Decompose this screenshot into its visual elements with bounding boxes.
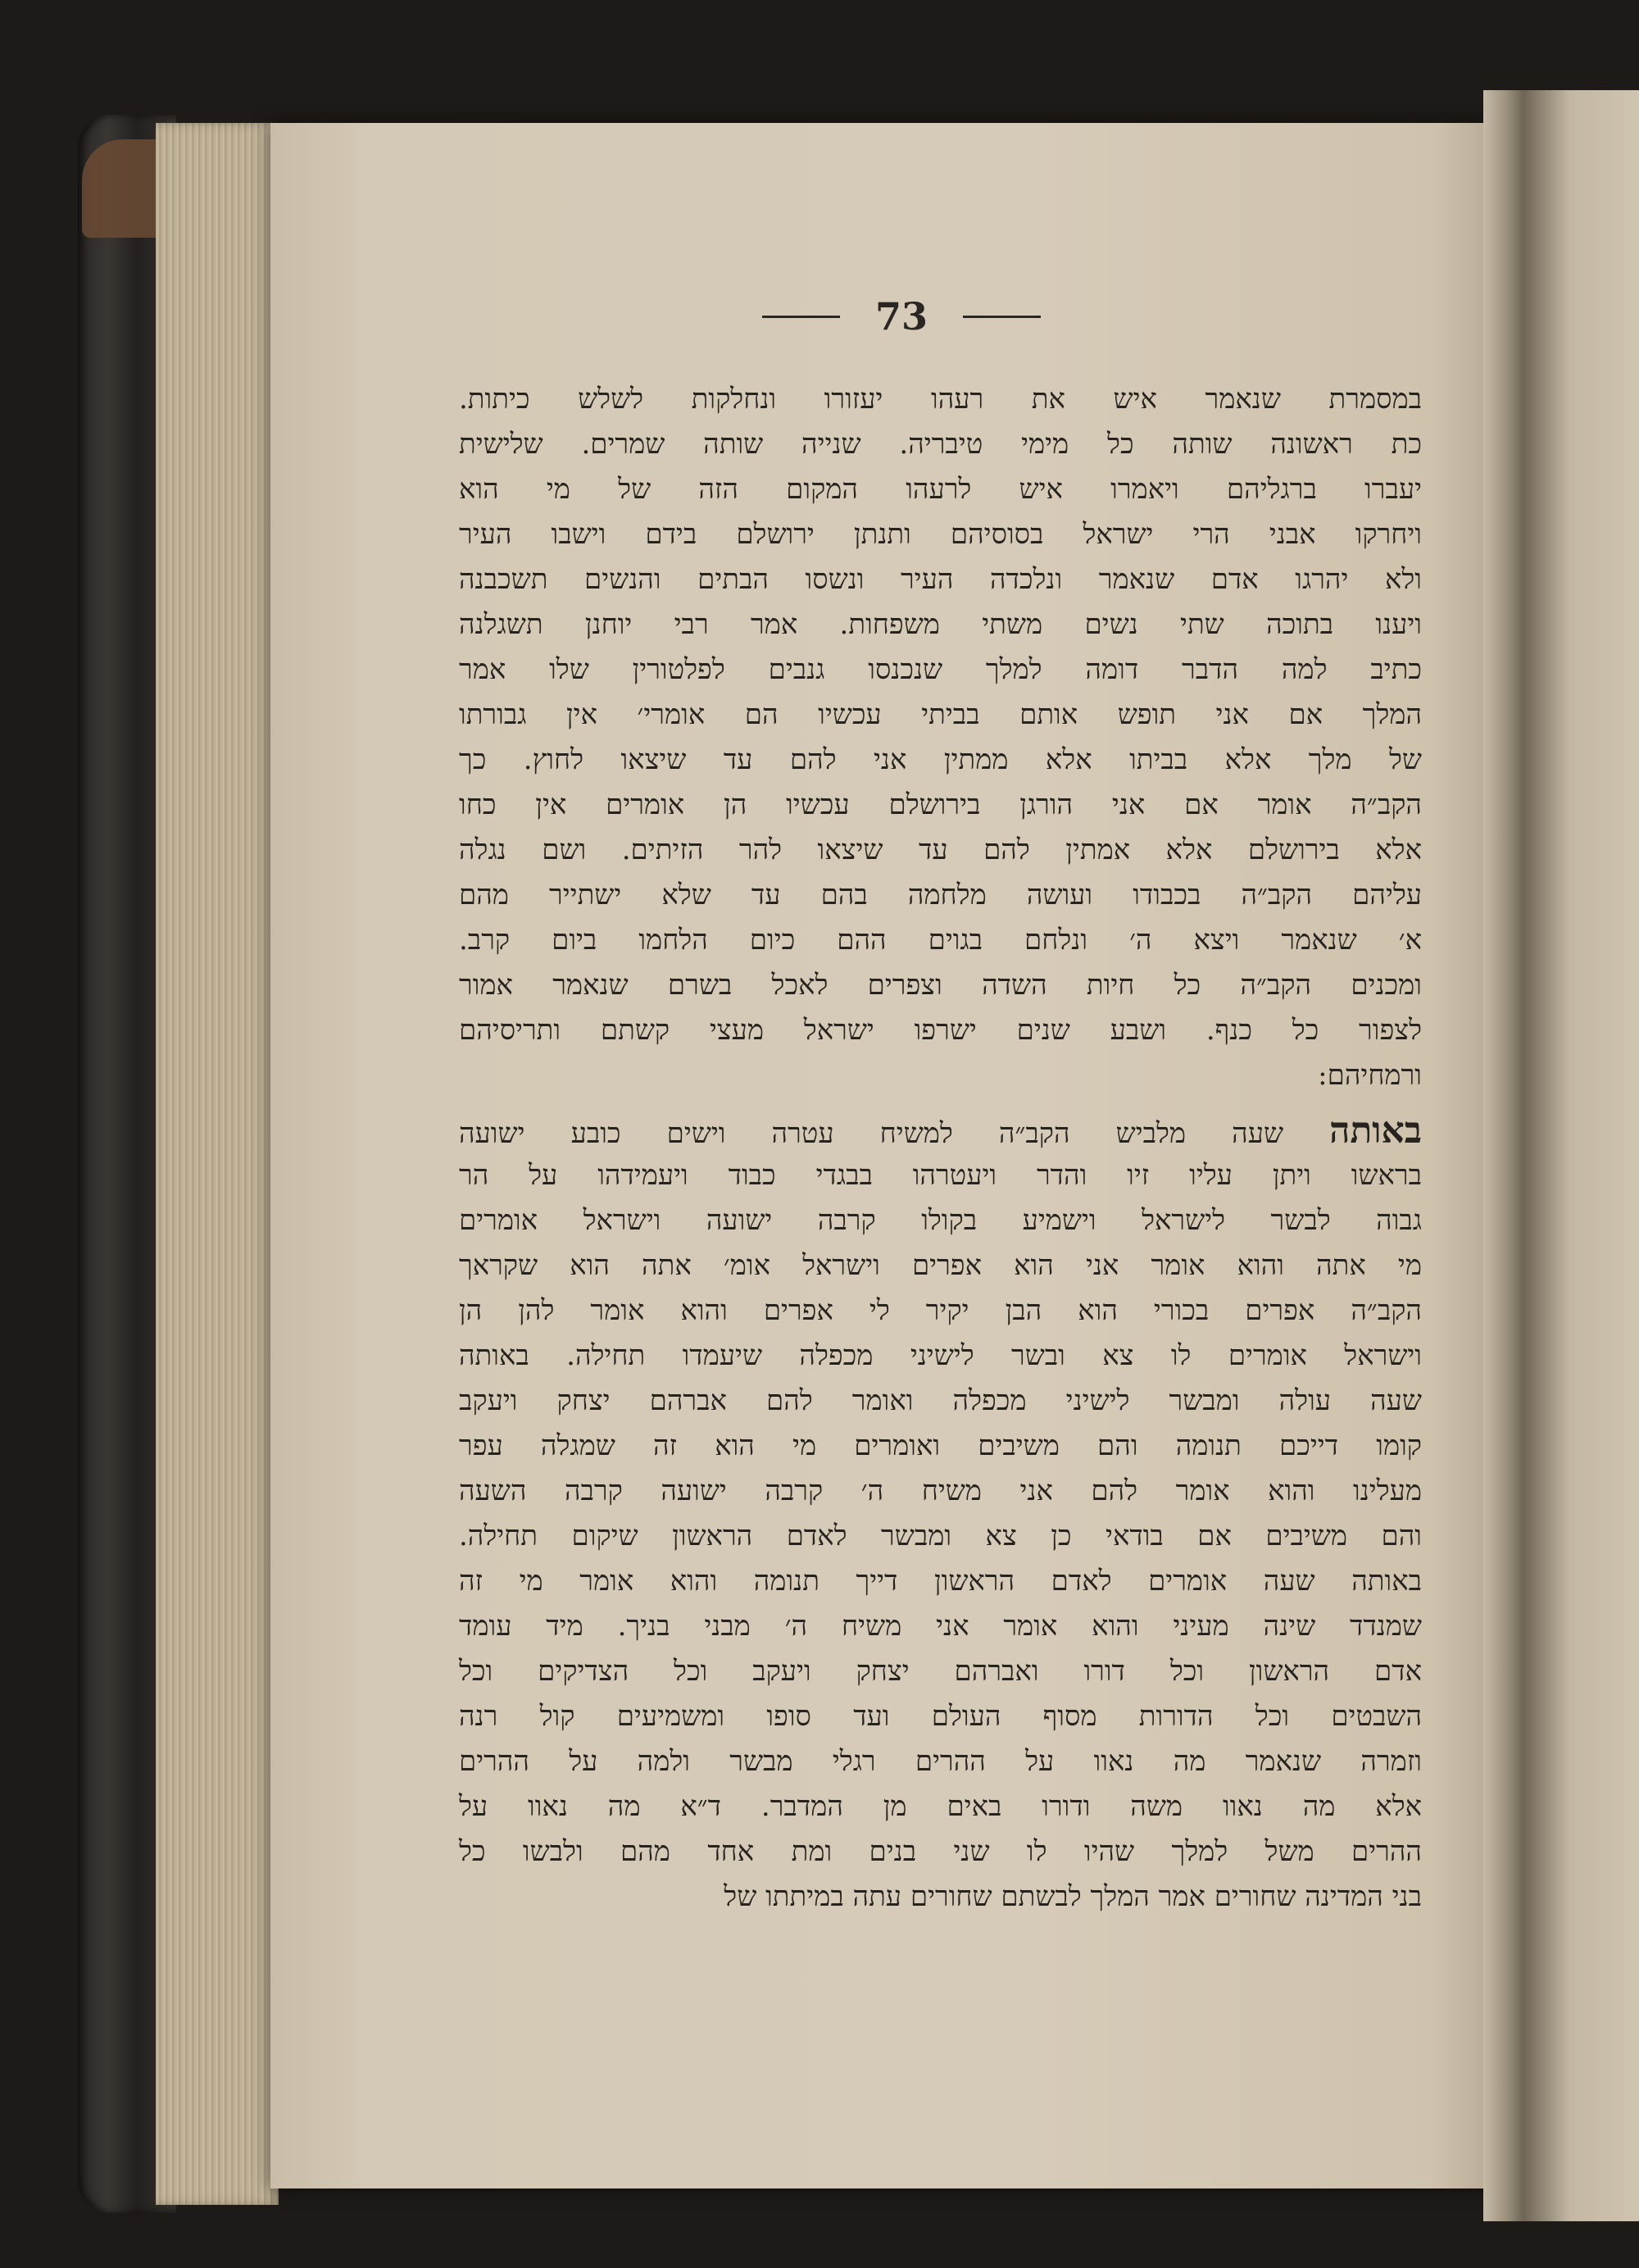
text-line: הקב״ה אפרים בכורי הוא הבן יקיר לי אפרים והוא אומר להן הן xyxy=(459,1294,1422,1327)
header-rule-right xyxy=(963,316,1041,318)
text-line: באותה שעה אומרים לאדם הראשון דייך תנומה והוא אומר מי זה xyxy=(459,1565,1422,1598)
text-line: שעה עולה ומבשר לישיני מכפלה ואומר להם אברהם יצחק ויעקב xyxy=(459,1384,1422,1417)
text-line xyxy=(459,1108,1422,1153)
text-line: ולא יהרגו אדם שנאמר ונלכדה העיר ונשסו הבתים והנשים תשכבנה xyxy=(459,563,1422,596)
text-line: ומכנים הקב״ה כל חיות השדה וצפרים לאכל בשרם שנאמר אמור xyxy=(459,969,1422,1002)
opening-word: באותה xyxy=(1329,1110,1423,1152)
paragraph-2 xyxy=(459,1108,1422,1920)
paragraph-1 xyxy=(459,377,1422,1098)
book-gutter xyxy=(1483,90,1541,2221)
text-line: ויענו בתוכה שתי נשים משתי משפחות. אמר רבי יוחנן תשגלנה xyxy=(459,608,1422,641)
page-text xyxy=(459,377,1422,1920)
page-header xyxy=(270,291,1532,339)
text-line: א׳ שנאמר ויצא ה׳ ונלחם בגוים ההם כיום הלחמו ביום קרב. xyxy=(459,924,1422,957)
text-line: אדם הראשון וכל דורו ואברהם יצחק ויעקב וכל הצדיקים וכל xyxy=(459,1655,1422,1688)
text-line: והם משיבים אם בודאי כן צא ומבשר לאדם הראשון שיקום תחילה. xyxy=(459,1520,1422,1552)
text-line: בני המדינה שחורים אמר המלך לבשתם שחורים עתה במיתתו של xyxy=(724,1880,1422,1913)
text-line: של מלך אלא בביתו אלא ממתין אני להם עד שיצאו לחוץ. כך xyxy=(459,743,1422,776)
text-line: במסמרת שנאמר איש את רעהו יעזורו ונחלקות לשלש כיתות. xyxy=(459,383,1422,416)
text-line: מעלינו והוא אומר להם אני משיח ה׳ קרבה ישועה קרבה השעה xyxy=(459,1475,1422,1507)
text-line: כת ראשונה שותה כל מימי טיבריה. שנייה שותה שמרים. שלישית xyxy=(459,428,1422,461)
text-line: קומו דייכם תנומה והם משיבים ואומרים מי הוא זה שמגלה עפר xyxy=(459,1429,1422,1462)
text-line: הקב״ה אומר אם אני הורגן בירושלם עכשיו הן אומרים אין כחו xyxy=(459,789,1422,821)
text-line: מי אתה והוא אומר אני הוא אפרים וישראל אומ׳ אתה הוא שקראך xyxy=(459,1249,1422,1282)
text-line: לצפור כל כנף. ושבע שנים ישרפו ישראל מעצי קשתם ותריסיהם xyxy=(459,1014,1422,1047)
text-line: כתיב למה הדבר דומה למלך שנכנסו גנבים לפלטורין שלו אמר xyxy=(459,653,1422,686)
text-line: יעברו ברגליהם ויאמרו איש לרעהו המקום הזה של מי הוא xyxy=(459,473,1422,506)
text-line: אלא בירושלם אלא אמתין להם עד שיצאו להר הזיתים. ושם נגלה xyxy=(459,834,1422,866)
text-line: המלך אם אני תופש אותם בביתי עכשיו הם אומרי׳ אין גבורתו xyxy=(459,698,1422,731)
page-edges xyxy=(156,123,279,2205)
text-line: ורמחיהם: xyxy=(1318,1059,1422,1092)
text-line: שמנדד שינה מעיני והוא אומר אני משיח ה׳ מבני בניך. מיד עומד xyxy=(459,1610,1422,1643)
facing-page-edge xyxy=(1541,90,1639,2221)
header-rule-left xyxy=(762,316,840,318)
text-line: וזמרה שנאמר מה נאוו על ההרים רגלי מבשר ולמה על ההרים xyxy=(459,1745,1422,1778)
text-line: ההרים משל למלך שהיו לו שני בנים ומת אחד מהם ולבשו כל xyxy=(459,1835,1422,1868)
text-line: אלא מה נאוו משה ודורו באים מן המדבר. ד״א מה נאוו על xyxy=(459,1790,1422,1823)
text-line: בראשו ויתן עליו זיו והדר ויעטרהו בבגדי כבוד ויעמידהו על הר xyxy=(459,1159,1422,1192)
first-line-rest: שעה מלביש הקב״ה למשיח עטרה וישים כובע ישועה xyxy=(459,1117,1284,1150)
text-line: עליהם הקב״ה בכבודו ועושה מלחמה בהם עד שלא ישתייר מהם xyxy=(459,879,1422,911)
text-line: ויחרקו אבני הרי ישראל בסוסיהם ותנתן ירושלם בידם וישבו העיר xyxy=(459,518,1422,551)
page-number: 73 xyxy=(874,294,928,339)
text-line: גבוה לבשר לישראל וישמיע בקולו קרבה ישועה וישראל אומרים xyxy=(459,1204,1422,1237)
text-line: השבטים וכל הדורות מסוף העולם ועד סופו ומשמיעים קול רנה xyxy=(459,1700,1422,1733)
text-line: וישראל אומרים לו צא ובשר לישיני מכפלה שיעמדו תחילה. באותה xyxy=(459,1339,1423,1372)
